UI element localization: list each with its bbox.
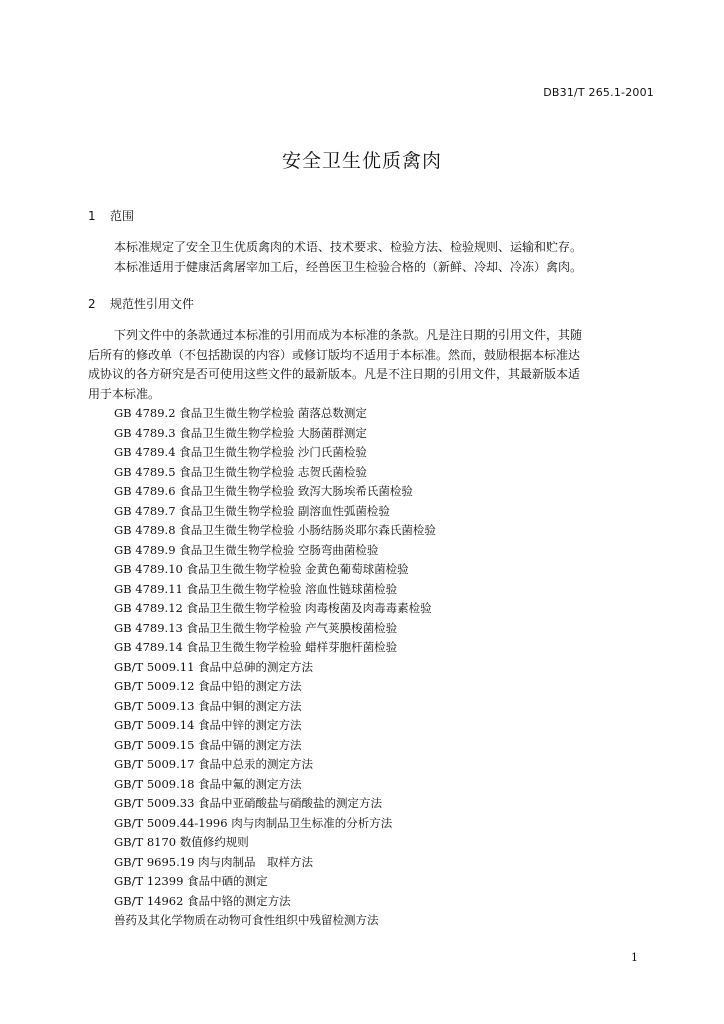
- section-1-number: 1: [88, 209, 96, 223]
- reference-item: [114, 560, 436, 580]
- section-1-line: 本标准适用于健康活禽屠宰加工后，经兽医卫生检验合格的（新鲜、冷却、冷冻）禽肉。: [114, 259, 583, 274]
- reference-name: 食品卫生微生物学检验 志贺氏菌检验: [179, 464, 367, 479]
- reference-name: 食品卫生微生物学检验 菌落总数测定: [179, 406, 367, 420]
- reference-item: [114, 599, 436, 619]
- reference-name: 食品卫生微生物学检验 大肠菌群测定: [179, 425, 367, 440]
- reference-item: [114, 541, 436, 561]
- reference-item: [114, 404, 436, 424]
- reference-name: 食品卫生微生物学检验 致泻大肠埃希氏菌检验: [179, 484, 413, 498]
- reference-name: 食品中总砷的测定方法: [198, 659, 314, 674]
- reference-item: [114, 716, 436, 736]
- reference-item: [114, 794, 436, 814]
- reference-code: GB 4789.3: [114, 425, 176, 440]
- reference-item: [114, 677, 436, 697]
- reference-code: GB/T 5009.13: [114, 698, 195, 713]
- reference-item: [114, 502, 436, 522]
- reference-code: GB/T 9695.19: [114, 854, 195, 869]
- reference-name: 食品卫生微生物学检验 肉毒梭菌及肉毒毒素检验: [186, 601, 432, 615]
- reference-name: 食品中锌的测定方法: [198, 718, 302, 732]
- reference-item: [114, 911, 436, 931]
- reference-code: GB/T 5009.17: [114, 757, 195, 771]
- reference-name: 食品卫生微生物学检验 蜡样芽胞杆菌检验: [186, 640, 398, 654]
- page-number: 1: [631, 951, 638, 964]
- section-1-line: 本标准规定了安全卫生优质禽肉的术语、技术要求、检验方法、检验规则、运输和贮存。: [114, 240, 583, 254]
- reference-item: [114, 424, 436, 444]
- reference-code: GB 4789.7: [114, 503, 176, 518]
- reference-code: GB 4789.11: [114, 581, 183, 596]
- reference-item: [114, 775, 436, 795]
- reference-code: GB 4789.9: [114, 542, 176, 557]
- section-2-intro-line: 下列文件中的条款通过本标准的引用而成为本标准的条款。凡是注日期的引用文件，其随: [114, 328, 583, 342]
- document-code: DB31/T 265.1-2001: [543, 86, 654, 99]
- reference-item: [114, 755, 436, 775]
- reference-code: GB/T 5009.18: [114, 776, 195, 791]
- reference-item: [114, 736, 436, 756]
- reference-name: 食品卫生微生物学检验 空肠弯曲菌检验: [179, 542, 379, 557]
- reference-name: 食品中氟的测定方法: [198, 776, 302, 791]
- section-2-number: 2: [88, 297, 96, 311]
- reference-item: [114, 463, 436, 483]
- reference-code: GB 4789.13: [114, 620, 183, 635]
- reference-code: GB/T 5009.33: [114, 796, 195, 810]
- reference-code: GB 4789.14: [114, 640, 183, 654]
- reference-name: 食品中铬的测定方法: [187, 893, 291, 908]
- section-2-heading: [88, 295, 194, 312]
- section-1-title: 范围: [110, 209, 135, 223]
- section-1-heading: [88, 207, 134, 224]
- page-title: 安全卫生优质禽肉: [281, 150, 442, 172]
- section-2-intro: [88, 326, 658, 404]
- reference-code: GB/T 5009.15: [114, 737, 195, 752]
- reference-name: 肉与肉制品 取样方法: [198, 854, 314, 869]
- reference-item: [114, 814, 436, 834]
- reference-code: GB/T 5009.12: [114, 679, 195, 693]
- reference-name: 食品卫生微生物学检验 副溶血性弧菌检验: [179, 503, 390, 518]
- reference-code: GB/T 5009.14: [114, 718, 195, 732]
- reference-code: GB 4789.6: [114, 484, 176, 498]
- reference-name: 食品卫生微生物学检验 沙门氏菌检验: [179, 445, 367, 459]
- reference-item: [114, 619, 436, 639]
- reference-item: [114, 833, 436, 853]
- reference-name: 食品中镉的测定方法: [198, 737, 302, 752]
- section-2-intro-line: 用于本标准。: [88, 386, 161, 401]
- reference-code: GB 4789.8: [114, 523, 176, 537]
- reference-code: GB/T 5009.44-1996: [114, 815, 228, 830]
- reference-item: [114, 658, 436, 678]
- section-2-title: 规范性引用文件: [110, 297, 195, 311]
- reference-item: [114, 853, 436, 873]
- reference-name: 数值修约规则: [179, 835, 249, 849]
- reference-code: GB/T 14962: [114, 893, 184, 908]
- reference-name: 食品中铅的测定方法: [198, 679, 302, 693]
- reference-item: [114, 580, 436, 600]
- reference-code: GB 4789.4: [114, 445, 176, 459]
- section-2-intro-line: 成协议的各方研究是否可使用这些文件的最新版本。凡是不注日期的引用文件，其最新版本适: [88, 367, 581, 381]
- reference-code: GB 4789.10: [114, 562, 183, 576]
- reference-code: GB 4789.2: [114, 406, 176, 420]
- reference-code: GB/T 5009.11: [114, 659, 195, 674]
- reference-code: GB 4789.5: [114, 464, 176, 479]
- reference-item: [114, 892, 436, 912]
- reference-name: 食品中硒的测定: [187, 874, 268, 888]
- reference-name: 肉与肉制品卫生标准的分析方法: [231, 815, 393, 830]
- reference-item: [114, 638, 436, 658]
- section-1-body: [88, 238, 658, 277]
- reference-name: 食品卫生微生物学检验 产气荚膜梭菌检验: [186, 620, 398, 635]
- reference-code: GB/T 12399: [114, 874, 184, 888]
- reference-item: [114, 443, 436, 463]
- section-2-intro-line: 后所有的修改单（不包括勘误的内容）或修订版均不适用于本标准。然而，鼓励根据本标准达: [88, 347, 581, 362]
- reference-name: 食品中总汞的测定方法: [198, 757, 314, 771]
- reference-name: 食品中亚硝酸盐与硝酸盐的测定方法: [198, 796, 383, 810]
- reference-name: 食品卫生微生物学检验 金黄色葡萄球菌检验: [186, 562, 409, 576]
- reference-code: GB/T 8170: [114, 835, 177, 849]
- reference-code: GB 4789.12: [114, 601, 183, 615]
- reference-item: [114, 482, 436, 502]
- reference-item: [114, 697, 436, 717]
- reference-name: 食品中铜的测定方法: [198, 698, 302, 713]
- reference-name: 食品卫生微生物学检验 小肠结肠炎耶尔森氏菌检验: [179, 523, 436, 537]
- reference-list: [114, 404, 436, 931]
- reference-item: [114, 521, 436, 541]
- reference-item: [114, 872, 436, 892]
- reference-name: 食品卫生微生物学检验 溶血性链球菌检验: [186, 581, 398, 596]
- reference-name: 兽药及其化学物质在动物可食性组织中残留检测方法: [114, 913, 379, 927]
